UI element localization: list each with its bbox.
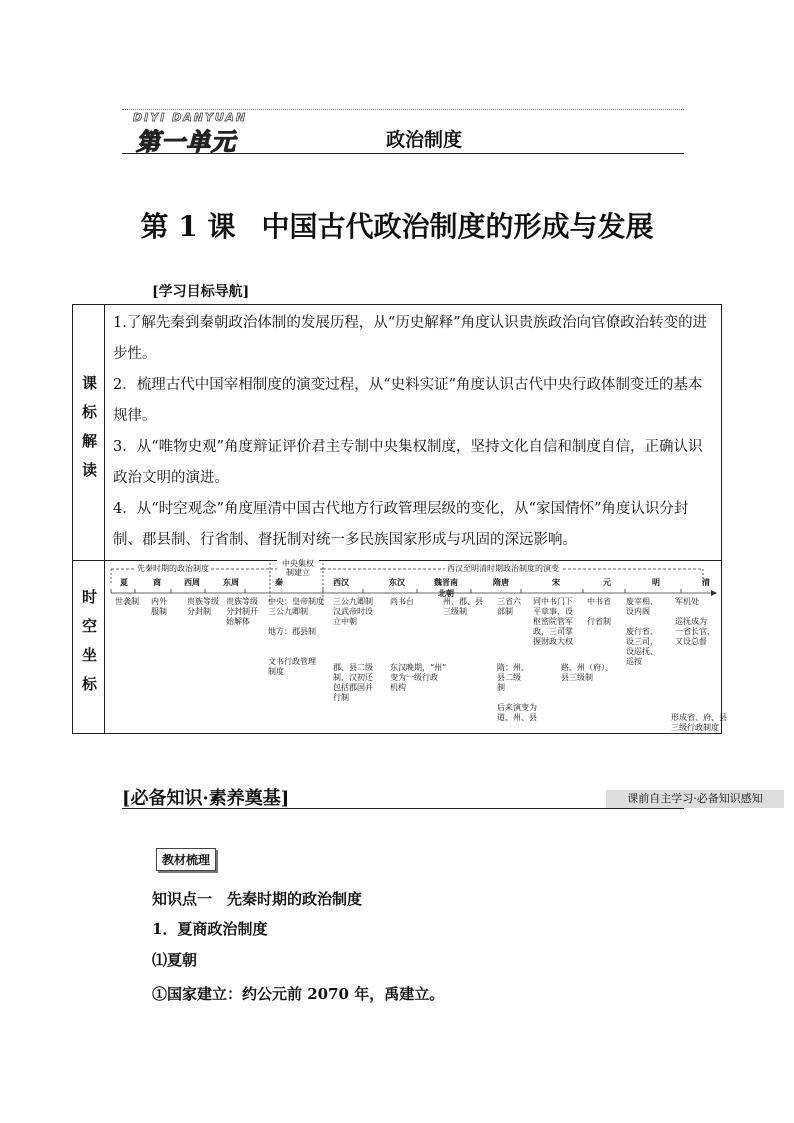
timeline-annotation: 废行省、 [626,627,658,636]
timeline-annotation: 一省长官， [675,627,715,636]
timeline-annotation: 行省制 [587,617,611,626]
timeline-annotation: 服制 [151,607,167,616]
body-text: ①国家建立：约公元前 2070 年，禹建立。 [152,985,445,1003]
timeline-annotation: 平章事，设 [533,607,573,616]
objectives-row [73,305,722,561]
objective-item: 1.了解先秦到秦朝政治体制的发展历程，从“历史解释”角度认识贵族政治向官僚政治转变的进步性。 [113,315,708,362]
objectives-content [105,305,722,561]
lesson-name: 中国古代政治制度的形成与发展 [261,210,654,243]
timeline-annotation: 贵族等级 [226,597,258,606]
objective-item: 2．梳理古代中国宰相制度的演变过程，从“史料实证”角度认识古代中央行政体制变迁的基本规律。 [113,377,703,424]
unit-title: 第一单元 [136,128,236,156]
timeline-annotation: 中书省 [587,597,611,606]
timeline-annotation: 中央：皇帝制度 [268,597,324,606]
timeline-annotation: 包括郡国并 [333,683,373,692]
timeline-annotation: 分封制开 [226,607,258,616]
axis-arrow-icon [711,590,717,596]
timeline-annotation: 变为一级行政 [390,673,438,682]
timeline-annotation: 贵族等级 [187,597,219,606]
timeline-annotation: 废宰相、 [626,597,658,606]
textbook-badge: 教材梳理 [156,848,216,871]
timeline-annotation: 东汉晚期，“州” [390,663,447,672]
timeline-era: 隋唐 [493,577,509,587]
timeline-annotation: 制度 [268,667,284,676]
timeline-annotation: 三公九卿制 [268,607,308,616]
timeline-era: 秦 [275,577,283,587]
timeline-section-label: 先秦时期的政治制度 [137,564,209,573]
timeline-annotation: 隋：州、 [497,663,529,672]
objectives-label: [学习目标导航] [152,284,250,300]
timeline-annotation: 道、州、县 [497,713,537,722]
objective-item: 3．从“唯物史观”角度辩证评价君主专制中央集权制度，坚持文化自信和制度自信，正确认识政治文明的演进。 [113,439,703,486]
timeline-era: 西汉 [333,577,349,587]
timeline-era: 商 [153,577,161,587]
subheading: ⑴夏朝 [152,951,198,969]
timeline-annotation: 地方：郡县制 [268,627,316,636]
timeline-annotation: 巡按 [626,657,642,666]
timeline-annotation: 设三司， [626,637,658,646]
section-side-label: 课前自主学习·必备知识感知 [606,790,784,808]
timeline-era: 东汉 [389,577,405,587]
timeline-annotation: 立中朝 [333,617,357,626]
timeline-annotation: 内外 [151,597,167,606]
timeline-era: 西周 [184,577,200,587]
timeline-annotation: 后来演变为 [497,703,537,712]
timeline-annotation: 县二级 [497,673,521,682]
lesson-number: 第 1 课 [140,210,236,243]
timeline-section-label: 西汉至明清时期政治制度的演变 [447,564,559,573]
timeline-diagram [105,559,727,733]
timeline-annotation: 郡、县二级 [333,663,373,672]
header-dotted-rule [122,109,684,110]
timeline-annotation: 机构 [390,683,406,692]
timeline-annotation: 形成省、府、县 [671,713,727,722]
timeline-section-label: 中央集权制建立 [277,559,319,577]
objective-item: 4．从“时空观念”角度厘清中国古代地方行政管理层级的变化，从“家国情怀”角度认识分封制、郡县制、行省制、督抚制对统一多民族国家形成与巩固的深远影响。 [113,501,689,548]
section-title: [必备知识·素养奠基] [122,788,290,809]
timeline-annotation: 设巡抚、 [626,647,658,656]
timeline-annotation: 分封制 [187,607,211,616]
timeline-era: 夏 [120,577,128,587]
timeline-annotation: 路、州（府）、 [561,663,613,672]
objectives-side-label-cell [73,305,105,561]
timeline-annotation: 巡抚成为 [675,617,707,626]
timeline-annotation: 尚书台 [390,597,414,606]
timeline-annotation: 部制 [497,607,513,616]
section-rule [122,808,684,809]
objectives-side-label: 课标解读 [80,374,98,491]
timeline-annotation: 行制 [333,693,349,702]
timeline-annotation: 世袭制 [115,597,139,606]
timeline-side-label: 时空坐标 [80,589,98,705]
subheading: 1．夏商政治制度 [152,920,268,938]
timeline-annotation: 汉武帝时设 [333,607,373,616]
unit-subject: 政治制度 [386,129,463,151]
objectives-table [72,304,727,734]
timeline-era: 魏晋南北朝 [434,577,458,598]
timeline-era: 清 [702,577,710,587]
header-rule [122,153,684,154]
unit-pinyin: DIYI DANYUAN [133,111,248,124]
timeline-row [73,561,722,734]
timeline-annotation: 三省六 [497,597,521,606]
timeline-annotation: 握财政大权 [533,637,573,646]
timeline-annotation: 设内阁 [626,607,650,616]
timeline-annotation: 又设总督 [675,637,707,646]
timeline-annotation: 制 [497,683,505,692]
timeline-annotation: 三级行政制度 [671,723,719,732]
timeline-annotation: 文书行政管理 [268,657,316,666]
timeline-era: 宋 [552,577,560,587]
timeline-annotation: 三公九卿制 [333,597,373,606]
timeline-annotation: 制，汉初还 [333,673,373,682]
timeline-annotation: 政，三司掌 [533,627,573,636]
timeline-era: 元 [603,577,611,587]
timeline-annotation: 枢密院管军 [533,617,573,626]
timeline-era: 东周 [223,577,239,587]
knowledge-point-heading: 知识点一 先秦时期的政治制度 [152,890,363,908]
timeline-annotation: 同中书门下 [533,597,573,606]
timeline-annotation: 始解体 [226,617,250,626]
timeline-annotation: 军机处 [675,597,699,606]
timeline-side-label-cell [73,561,105,734]
lesson-title [0,205,794,245]
timeline-cell [105,559,727,734]
timeline-annotation: 三级制 [443,607,467,616]
timeline-annotation: 州、郡、县 [443,597,483,606]
timeline-annotation: 县三级制 [561,673,593,682]
timeline-era: 明 [652,577,660,587]
